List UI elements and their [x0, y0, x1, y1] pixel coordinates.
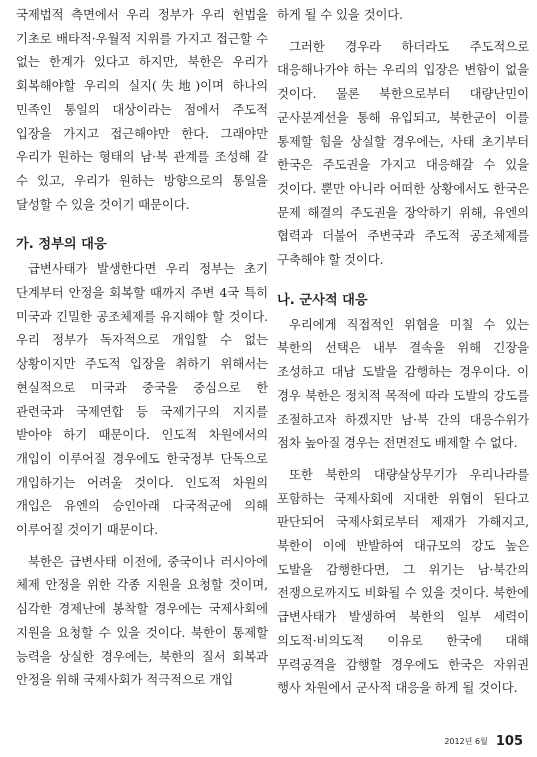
section-heading-government-response: 가. 정부의 대응: [16, 237, 107, 253]
right-column: [277, 3, 529, 700]
paragraph: 또한 북한의 대량살상무기가 우리나라를 포함하는 국제사회에 지대한 위협이 된다고 판단되어 국제사회로부터 제재가 가해지고, 북한이 이에 반발하여 대규모의 강도 높은 도발을 감행한다면, 그 위기는 남·북간의 전쟁으로까지도 비화될 수 있을 것이다. 북한에 급변사태가 발생하여 북한의 일부 세력이 의도적·비의도적 이유로 한국에 대해 무력공격을 감행할 경우에도 한국은 자위권 행사 차원에서 군사적 대응을 하게 될 것이다.: [277, 466, 529, 696]
issue-date: 2012년 6월: [444, 737, 488, 746]
paragraph: 북한은 급변사태 이전에, 중국이나 러시아에 체제 안정을 위한 각종 지원을 요청할 것이며, 심각한 경제난에 봉착할 경우에는 국제사회에 지원을 요청할 수 있을 것이다. 북한이 통제할 능력을 상실한 경우에는, 북한의 질서 회복과 안정을 위해 국제사회가 적극적으로 개입: [16, 553, 268, 688]
page-footer: [444, 731, 523, 750]
paragraph: 하게 될 수 있을 것이다.: [277, 7, 404, 22]
paragraph: 급변사태가 발생한다면 우리 정부는 초기 단계부터 안정을 회복할 때까지 주변 4국 특히 미국과 긴밀한 공조체제를 유지해야 할 것이다. 우리 정부가 독자적으로 개입할 수 없는 상황이지만 주도적 입장을 취하기 위해서는 현실적으로 미국과 중국을 중심으로 한 관련국과 국제연합 등 국제기구의 지지를 받아야 하기 때문이다. 인도적 차원에서의 개입이 이루어질 경우에도 한국정부 단독으로 개입하기는 어려울 것이다. 인도적 차원의 개입은 유엔의 승인아래 다국적군에 의해 이루어질 것이기 때문이다.: [16, 261, 268, 538]
paragraph: 우리에게 직접적인 위협을 미칠 수 있는 북한의 선택은 내부 결속을 위해 긴장을 조성하고 대남 도발을 감행하는 경우이다. 이 경우 북한은 정치적 목적에 따라 도발의 강도를 조절하고자 하겠지만 남·북 간의 대응수위가 점차 높아질 경우는 전면전도 배제할 수 없다.: [277, 316, 529, 451]
left-column: [16, 3, 268, 692]
page-number: 105: [495, 734, 523, 749]
paragraph: 국제법적 측면에서 우리 정부가 우리 헌법을 기초로 배타적·우월적 지위를 가지고 접근할 수 없는 한계가 있다고 하지만, 북한은 우리가 회복해야할 우리의 실지(失地)이며 하나의 민족인 통일의 대상이라는 점에서 주도적 입장을 가지고 접근해야만 한다. 그래야만 우리가 원하는 형태의 남·북 관계를 조성해 갈 수 있고, 우리가 원하는 방향으로의 통일을 달성할 수 있을 것이기 때문이다.: [16, 7, 268, 212]
section-heading-military-response: 나. 군사적 대응: [277, 292, 368, 308]
paragraph: 그러한 경우라 하더라도 주도적으로 대응해나가야 하는 우리의 입장은 변함이 없을 것이다. 물론 북한으로부터 대량난민이 군사분계선을 통해 유입되고, 북한군이 이를 통제할 힘을 상실할 경우에는, 사태 초기부터 한국은 주도권을 가지고 대응해갈 수 있을 것이다. 뿐만 아니라 어떠한 상황에서도 한국은 문제 해결의 주도권을 장악하기 위해, 유엔의 협력과 더불어 주변국과 주도적 공조체제를 구축해야 할 것이다.: [277, 38, 529, 268]
